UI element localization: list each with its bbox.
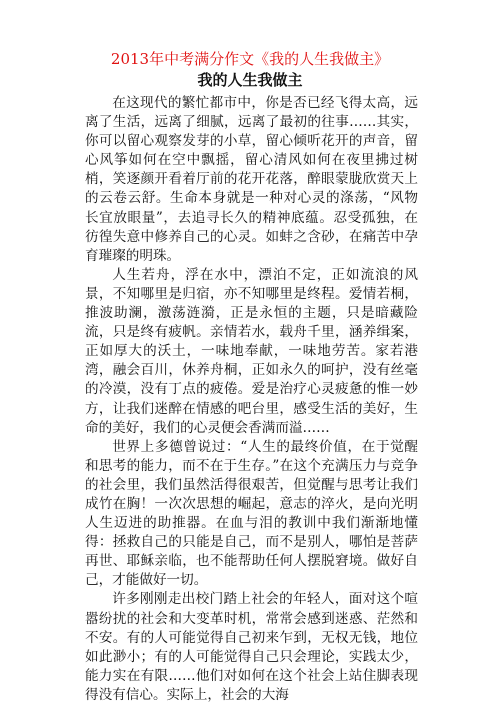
paragraph: 世界上多德曾说过：“人生的最终价值，在于觉醒和思考的能力，而不在于生存。”在这个充满压力与竞争的社会里，我们虽然活得很艰苦，但觉醒与思考让我们成竹在胸！一次次思想的崛起，意志的淬火，是向光明人生迈进的助推器。在血与泪的教训中我们渐渐地懂得：拯救自己的只能是自己，而不是别人，哪怕是菩萨再世、耶稣亲临，也不能帮助任何人摆脱窘境。做好自己，才能做好一切。 — [85, 438, 418, 589]
paragraph: 人生若舟，浮在水中，漂泊不定，正如流浪的风景，不知哪里是归宿，亦不知哪里是终程。爱情若桐，推波助澜，激荡涟漪，正是永恒的主题，只是暗藏险流，只是终有疲帆。亲情若水，载舟千里，涵养缉案，正如厚大的沃土，一味地奉献，一味地劳苦。家若港湾，融会百川，休养舟桐，正如永久的呵护，没有丝毫的冷漠，没有丁点的疲倦。爱是治疗心灵疲惫的惟一妙方，让我们迷醉在情感的吧台里，感受生活的美好，生命的美好，我们的心灵便会香满而溢…… — [85, 266, 418, 436]
document-headline: 2013年中考满分作文《我的人生我做主》 — [110, 50, 390, 68]
essay-body — [85, 94, 418, 705]
paragraph: 在这现代的繁忙都市中，你是否已经飞得太高，远离了生活，远离了细腻，远离了最初的往事……其实，你可以留心观察发芽的小草，留心倾听花开的声音，留心风筝如何在空中飘摇，留心清风如何在夜里拂过树梢，笑逐颜开看着厅前的花开花落，醉眼蒙胧欣赏天上的云卷云舒。生命本身就是一种对心灵的涤荡，“风物长宜放眼量”，去追寻长久的精神底蕴。忍受孤独，在彷徨失意中修养自己的心灵。如蚌之含砂，在痛苦中孕育璀璨的明珠。 — [85, 95, 418, 264]
essay-title: 我的人生我做主 — [197, 71, 303, 89]
paragraph: 许多刚刚走出校门踏上社会的年轻人，面对这个喧嚣纷扰的社会和大变革时机，常常会感到迷惑、茫然和不安。有的人可能觉得自己初来乍到，无权无钱，地位如此渺小；有的人可能觉得自己只会理论，实践太少，能力实在有限……他们对如何在这个社会上站住脚表现得没有信心。实际上，社会的大海 — [85, 591, 418, 703]
